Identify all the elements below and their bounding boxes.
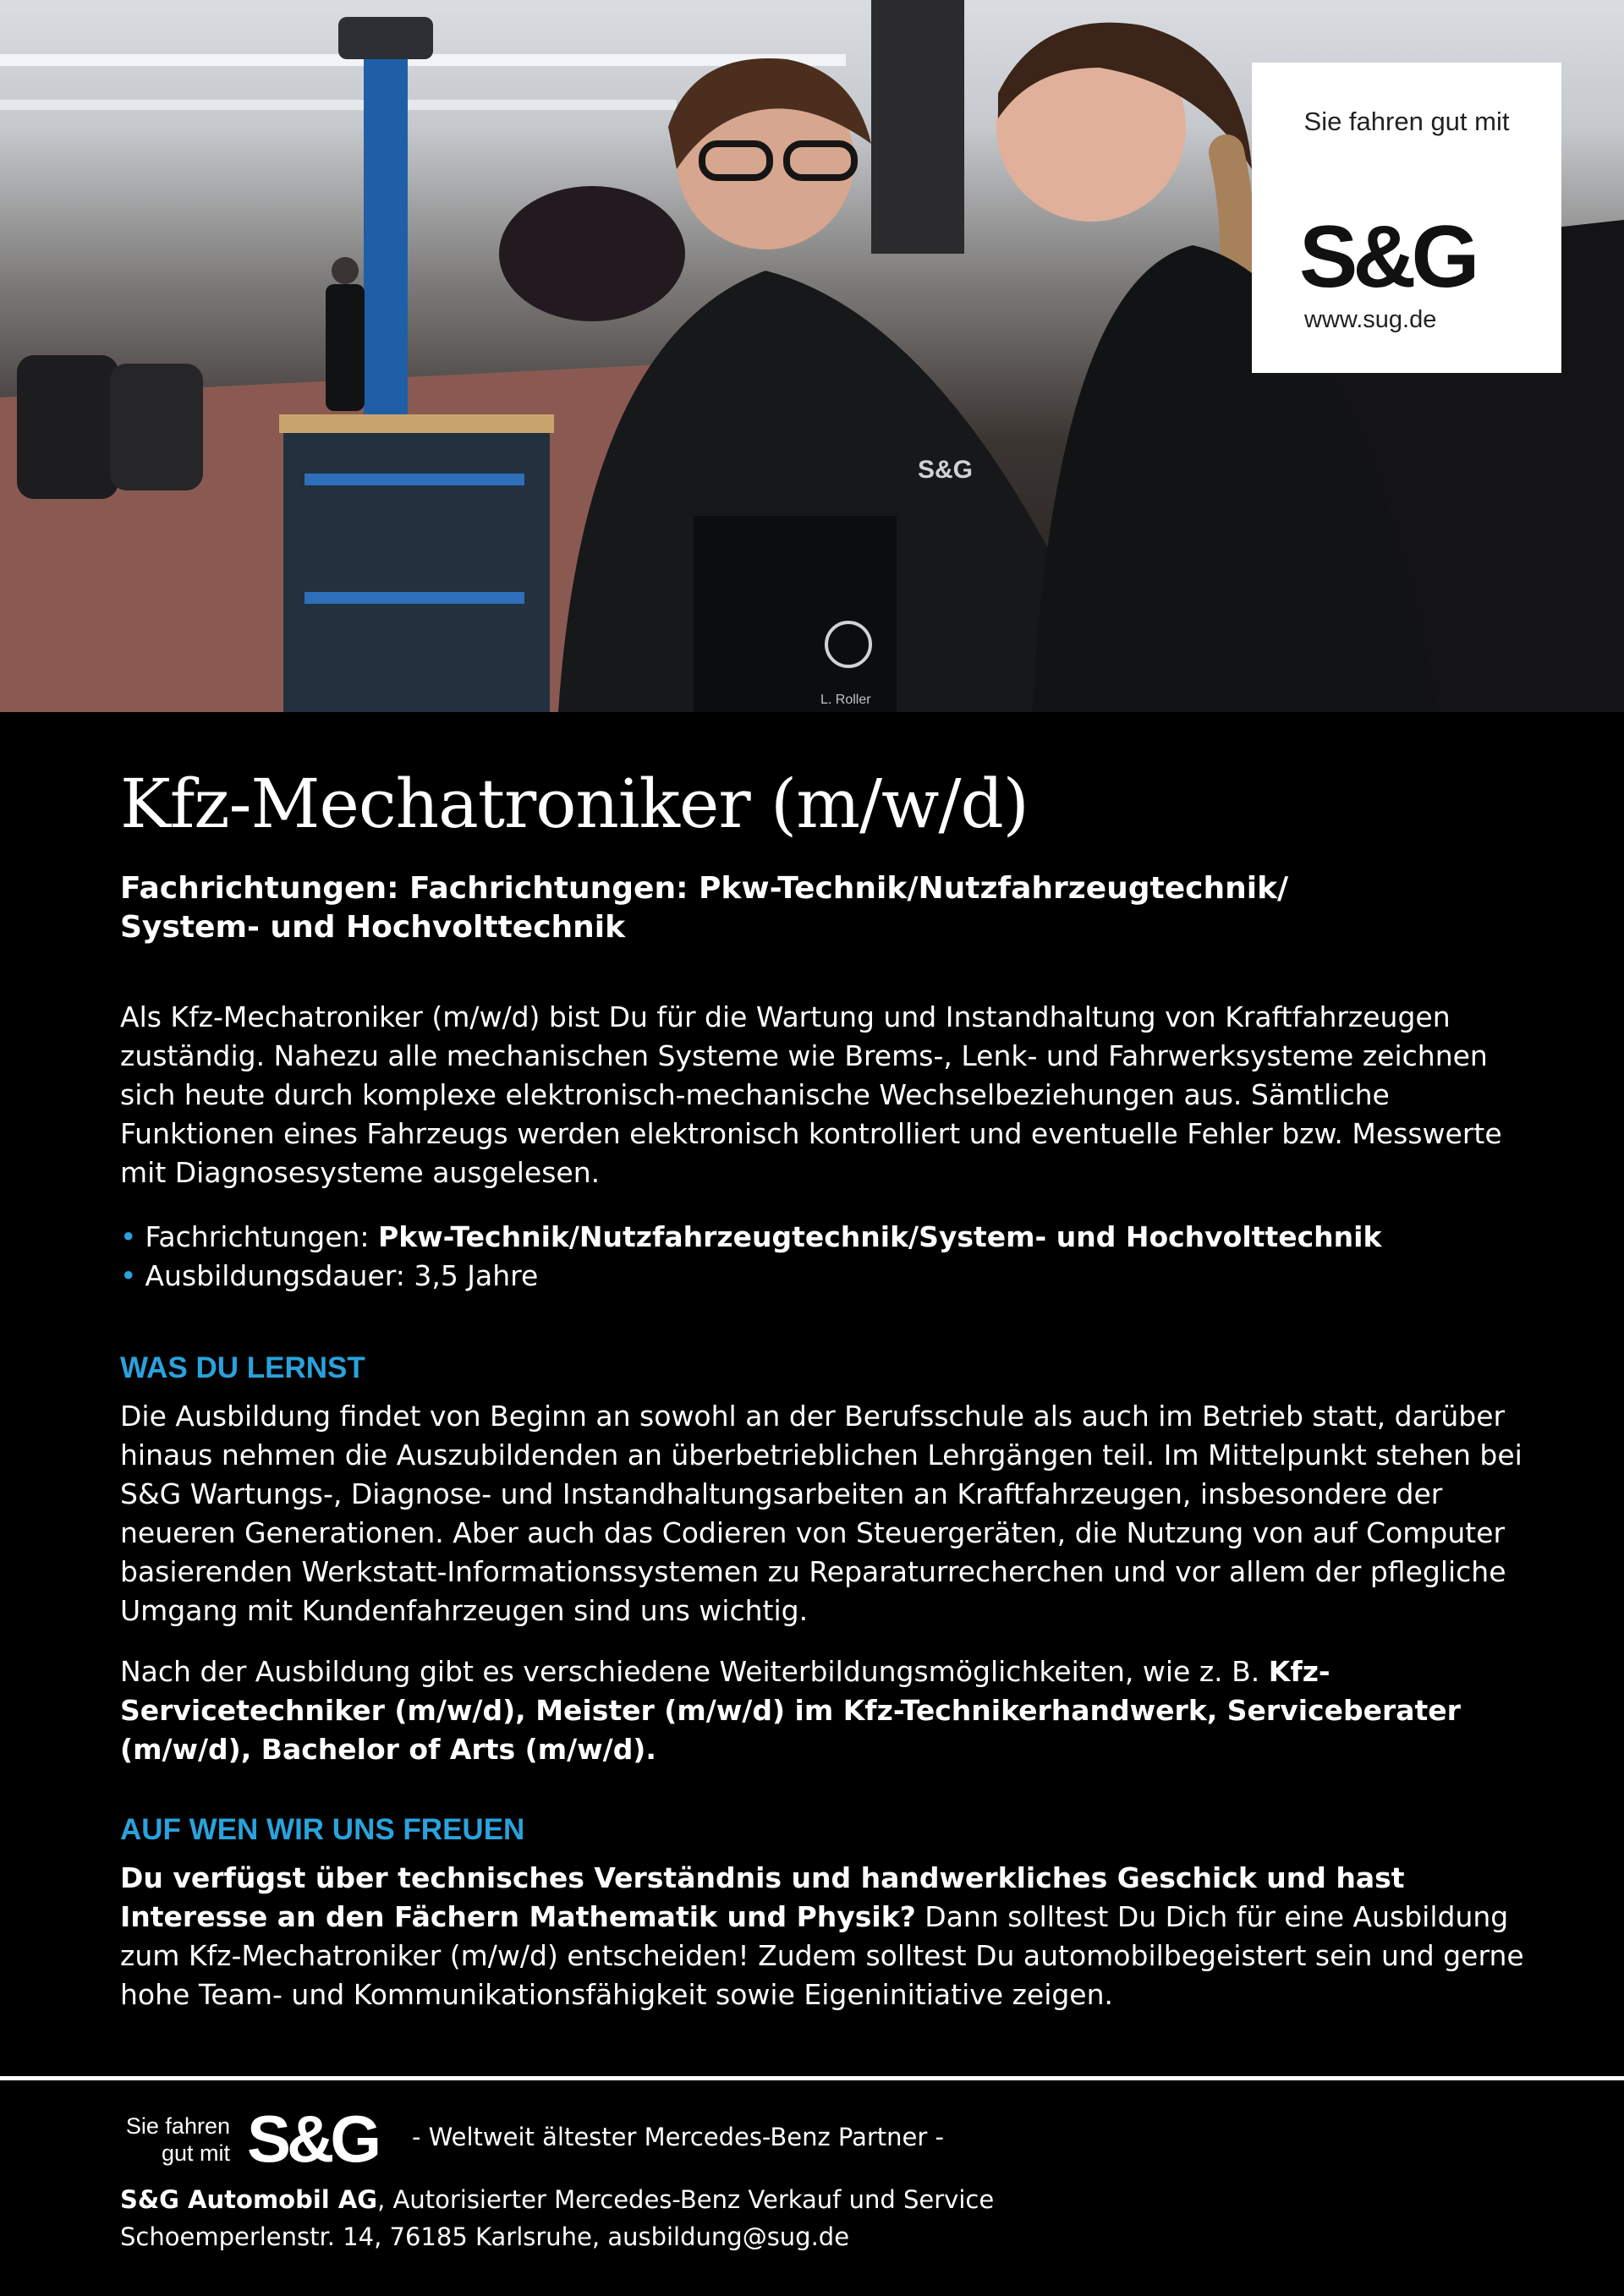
brand-tagline: Sie fahren gut mit: [1303, 107, 1510, 136]
list-item: [120, 1257, 1541, 1296]
bullet-label: Ausbildungsdauer: 3,5 Jahre: [145, 1259, 539, 1292]
footer-tag-line-1: Sie fahren: [125, 2113, 230, 2139]
intro-paragraph: Als Kfz-Mechatroniker (m/w/d) bist Du für die Wartung und Instandhaltung von Kraftfahrzeugen zuständig. Nahezu alle mechanischen Systeme wie Brems-, Lenk- und Fahrwerksysteme zeichnen sich heute durch komplexe elektronisch-mechanische Wechselbeziehungen aus. Sämtliche Funktionen eines Fahrzeugs werden elektronisch kontrolliert und eventuelle Fehler bzw. Messwerte mit Diagnosesysteme ausgelesen.: [120, 1000, 1502, 1189]
career-text: Nach der Ausbildung gibt es verschiedene Weiterbildungsmöglichkeiten, wie z. B.: [120, 1655, 1269, 1688]
bullet-icon: •: [120, 1220, 137, 1253]
footer-sug-logo: S&G: [247, 2101, 378, 2176]
subtitle-line-2: System- und Hochvolttechnik: [120, 910, 626, 945]
footer-company: [120, 2185, 994, 2214]
section-heading-profile: AUF WEN WIR UNS FREUEN: [120, 1813, 525, 1846]
sug-logo: S&G: [1299, 208, 1475, 306]
hero-photo: [0, 0, 1624, 712]
profile-text: Dann solltest Du Dich für eine Ausbildung zum Kfz-Mechatroniker (m/w/d) entscheiden! Zudem solltest Du automobilbegeistert sein und gerne hohe Team- und Kommunikationsfähigkeit sowie Eigeninitiative zeigen.: [120, 1900, 1524, 2011]
brand-badge: [1252, 63, 1561, 373]
facts-list: [120, 1218, 1541, 1296]
footer-divider: [0, 2076, 1624, 2080]
profile-paragraph: [120, 1859, 1541, 2014]
learn-paragraph: Die Ausbildung findet von Beginn an sowohl an der Berufsschule als auch im Betrieb statt, darüber hinaus nehmen die Auszubildenden an überbetrieblichen Lehrgängen teil. Im Mittelpunkt stehen bei S&G Wartungs-, Diagnose- und Instandhaltungsarbeiten an Kraftfahrzeugen, insbesondere der neueren Generationen. Aber auch das Codieren von Steuergeräten, die Nutzung von auf Computer basierenden Werkstatt-Informationssystemen zu Reparaturrecherchen und vor allem der pflegliche Umgang mit Kundenfahrzeugen sind uns wichtig.: [120, 1400, 1522, 1627]
bullet-value: Pkw-Technik/Nutzfahrzeugtechnik/System- und Hochvolttechnik: [378, 1220, 1382, 1253]
subtitle-line-1: Fachrichtungen: Fachrichtungen: Pkw-Technik/Nutzfahrzeugtechnik/: [120, 871, 1289, 906]
company-description: , Autorisierter Mercedes-Benz Verkauf und Service: [377, 2185, 995, 2214]
career-options: Kfz-Servicetechniker (m/w/d), Meister (m/w/d) im Kfz-Technikerhandwerk, Serviceberater (m/w/d), Bachelor of Arts (m/w/d).: [120, 1655, 1461, 1766]
list-item: [120, 1218, 1541, 1257]
footer-tagline: [120, 2112, 230, 2167]
footer-tag-line-2: gut mit: [161, 2140, 230, 2166]
apron-name: L. Roller: [820, 693, 871, 707]
job-title: Kfz-Mechatroniker (m/w/d): [120, 764, 1029, 843]
shirt-logo: S&G: [918, 456, 974, 484]
bullet-icon: •: [120, 1259, 137, 1292]
footer-slogan: - Weltweit ältester Mercedes-Benz Partner -: [412, 2123, 944, 2151]
career-paragraph: [120, 1652, 1541, 1769]
job-subtitle: [120, 869, 1524, 947]
profile-bold: Du verfügst über technisches Verständnis und handwerkliches Geschick und hast Interesse an den Fächern Mathematik und Physik?: [120, 1861, 1405, 1933]
section-heading-learn: WAS DU LERNST: [120, 1351, 365, 1384]
brand-url[interactable]: www.sug.de: [1304, 306, 1437, 333]
bullet-label: Fachrichtungen:: [145, 1220, 379, 1253]
company-name: S&G Automobil AG: [120, 2185, 378, 2214]
footer-address[interactable]: Schoemperlenstr. 14, 76185 Karlsruhe, ausbildung@sug.de: [120, 2222, 850, 2251]
